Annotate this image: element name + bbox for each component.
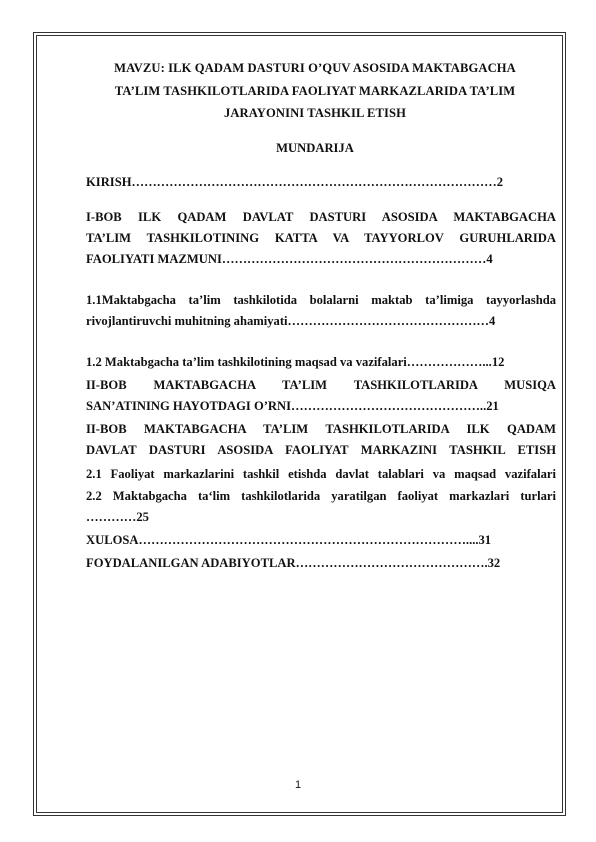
toc-section-1-1-line-1: 1.1Maktabgacha ta’lim tashkilotida bolalarni maktab ta’limiga tayyorlashda [86,293,556,307]
toc-chapter-2-centers-line-1: II-BOB MAKTABGACHA TA’LIM TASHKILOTLARIDA ILK QADAM [86,422,556,436]
toc-entry-section-2-2 [86,486,556,528]
toc-entry-chapter-2-music [86,375,556,417]
toc-chapter-2-music-line-1: II-BOB MAKTABGACHA TA’LIM TASHKILOTLARIDA MUSIQA [86,378,556,392]
toc-chapter-1-line-2: TA’LIM TASHKILOTINING KATTA VA TAYYORLOV GURUHLARIDA [86,231,556,245]
toc-chapter-1-line-3: FAOLIYATI MAZMUNI………………………………………………………4 [86,252,493,266]
toc-entry-chapter-2-centers [86,419,556,461]
title-line-2: TA’LIM TASHKILOTLARIDA FAOLIYAT MARKAZLARIDA TA’LIM [114,83,516,98]
toc-chapter-2-music-line-2: SAN’ATINING HAYOTDAGI O’RNI………………………………………..21 [86,399,499,413]
toc-entry-chapter-1 [86,207,556,270]
toc-chapter-2-centers-line-2: DAVLAT DASTURI ASOSIDA FAOLIYAT MARKAZINI TASHKIL ETISH [86,443,556,457]
toc-section-2-2-line-2: …………25 [86,510,149,524]
toc-section-2-1-line-1: 2.1 Faoliyat markazlarini tashkil etishda davlat talablari va maqsad vazifalari [86,467,556,481]
toc-entry-section-1-1 [86,290,556,332]
toc-entry-kirish: KIRISH……………………………………………………………………………2 [86,175,504,189]
toc-entry-references: FOYDALANILGAN ADABIYOTLAR……………………………………….32 [86,556,501,570]
title-line-3: JARAYONINI TASHKIL ETISH [223,106,407,120]
document-title [80,57,550,125]
toc-entry-section-1-2: 1.2 Maktabgacha ta’lim tashkilotining maqsad va vazifalari………………...12 [86,355,505,369]
toc-entry-section-2-1 [86,464,556,485]
title-line-1: MAVZU: ILK QADAM DASTURI O’QUV ASOSIDA MAKTABGACHA [114,61,516,75]
toc-section-1-1-line-2: rivojlantiruvchi muhitning ahamiyati…………………………………………4 [86,314,496,328]
toc-entry-xulosa: XULOSA……………………………………………………………………....31 [86,533,492,547]
contents-heading: MUNDARIJA [276,141,354,155]
page-number: 1 [294,779,302,791]
toc-chapter-1-line-1: I-BOB ILK QADAM DAVLAT DASTURI ASOSIDA MAKTABGACHA [86,210,556,224]
toc-section-2-2-line-1: 2.2 Maktabgacha ta‘lim tashkilotlarida yaratilgan faoliyat markazlari turlari [86,489,556,503]
